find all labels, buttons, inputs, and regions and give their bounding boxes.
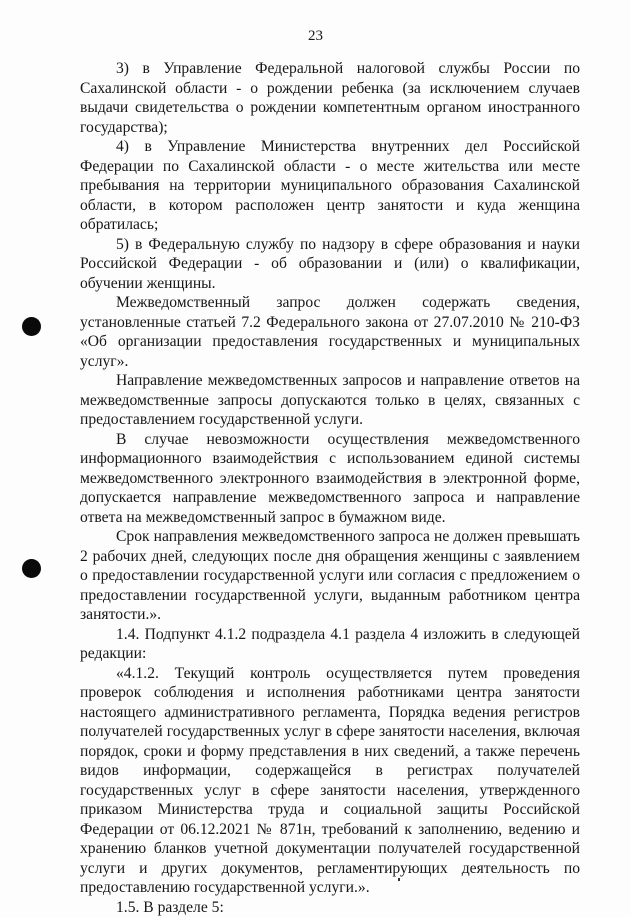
document-body [80, 59, 580, 917]
paragraph-request-content: Межведомственный запрос должен содержать сведения, установленные статьей 7.2 Федерального закона от 27.07.2010 № 210-ФЗ «Об организации предоставления государственных и муниципальных услуг». [80, 293, 580, 371]
punch-hole-lower [22, 559, 41, 578]
paragraph-fns: 3) в Управление Федеральной налоговой службы России по Сахалинской области - о рождении ребенка (за исключением случаев выдачи свидетельства о рождении компетентным органом иностранного государства); [80, 59, 580, 137]
page-number: 23 [0, 28, 631, 45]
paragraph-paper-form: В случае невозможности осуществления межведомственного информационного взаимодействия с использованием единой системы межведомственного электронного взаимодействия в электронной форме, допускается направление межведомственного запроса и направление ответа на межведомственный запрос в бумажном виде. [80, 430, 580, 528]
paragraph-rosobrnadzor: 5) в Федеральную службу по надзору в сфере образования и науки Российской Федерации - об образовании и (или) о квалификации, обучении женщины. [80, 235, 580, 294]
paragraph-item-1-4: 1.4. Подпункт 4.1.2 подраздела 4.1 раздела 4 изложить в следующей редакции: [80, 625, 580, 664]
paragraph-item-4-1-2: «4.1.2. Текущий контроль осуществляется путем проведения проверок соблюдения и исполнения работниками центра занятости настоящего административного регламента, Порядка ведения регистров получателей государственных услуг в сфере занятости населения, включая порядок, сроки и форму представления в них сведений, а также перечень видов информации, содержащейся в регистрах получателей государственных услуг в сфере занятости населения, утвержденного приказом Министерства труда и социальной защиты Российской Федерации от 06.12.2021 № 871н, требований к заполнению, ведению и хранению бланков учетной документации получателей государственной услуги и других документов, регламентирующих деятельность по предоставлению государственной услуги.». [80, 664, 580, 898]
paragraph-request-deadline: Срок направления межведомственного запроса не должен превышать 2 рабочих дней, следующих после дня обращения женщины с заявлением о предоставлении государственной услуги или согласия с предложением о предоставлении государственной услуги, выданным работником центра занятости.». [80, 527, 580, 625]
paragraph-item-1-5: 1.5. В разделе 5: [80, 898, 580, 917]
paragraph-request-purpose: Направление межведомственных запросов и направление ответов на межведомственные запросы допускаются только в целях, связанных с предоставлением государственной услуги. [80, 371, 580, 430]
punch-hole-upper [22, 317, 41, 336]
paragraph-mvd: 4) в Управление Министерства внутренних дел Российской Федерации по Сахалинской области - о месте жительства или месте пребывания на территории муниципального образования Сахалинской области, в котором расположен центр занятости и куда женщина обратилась; [80, 137, 580, 235]
